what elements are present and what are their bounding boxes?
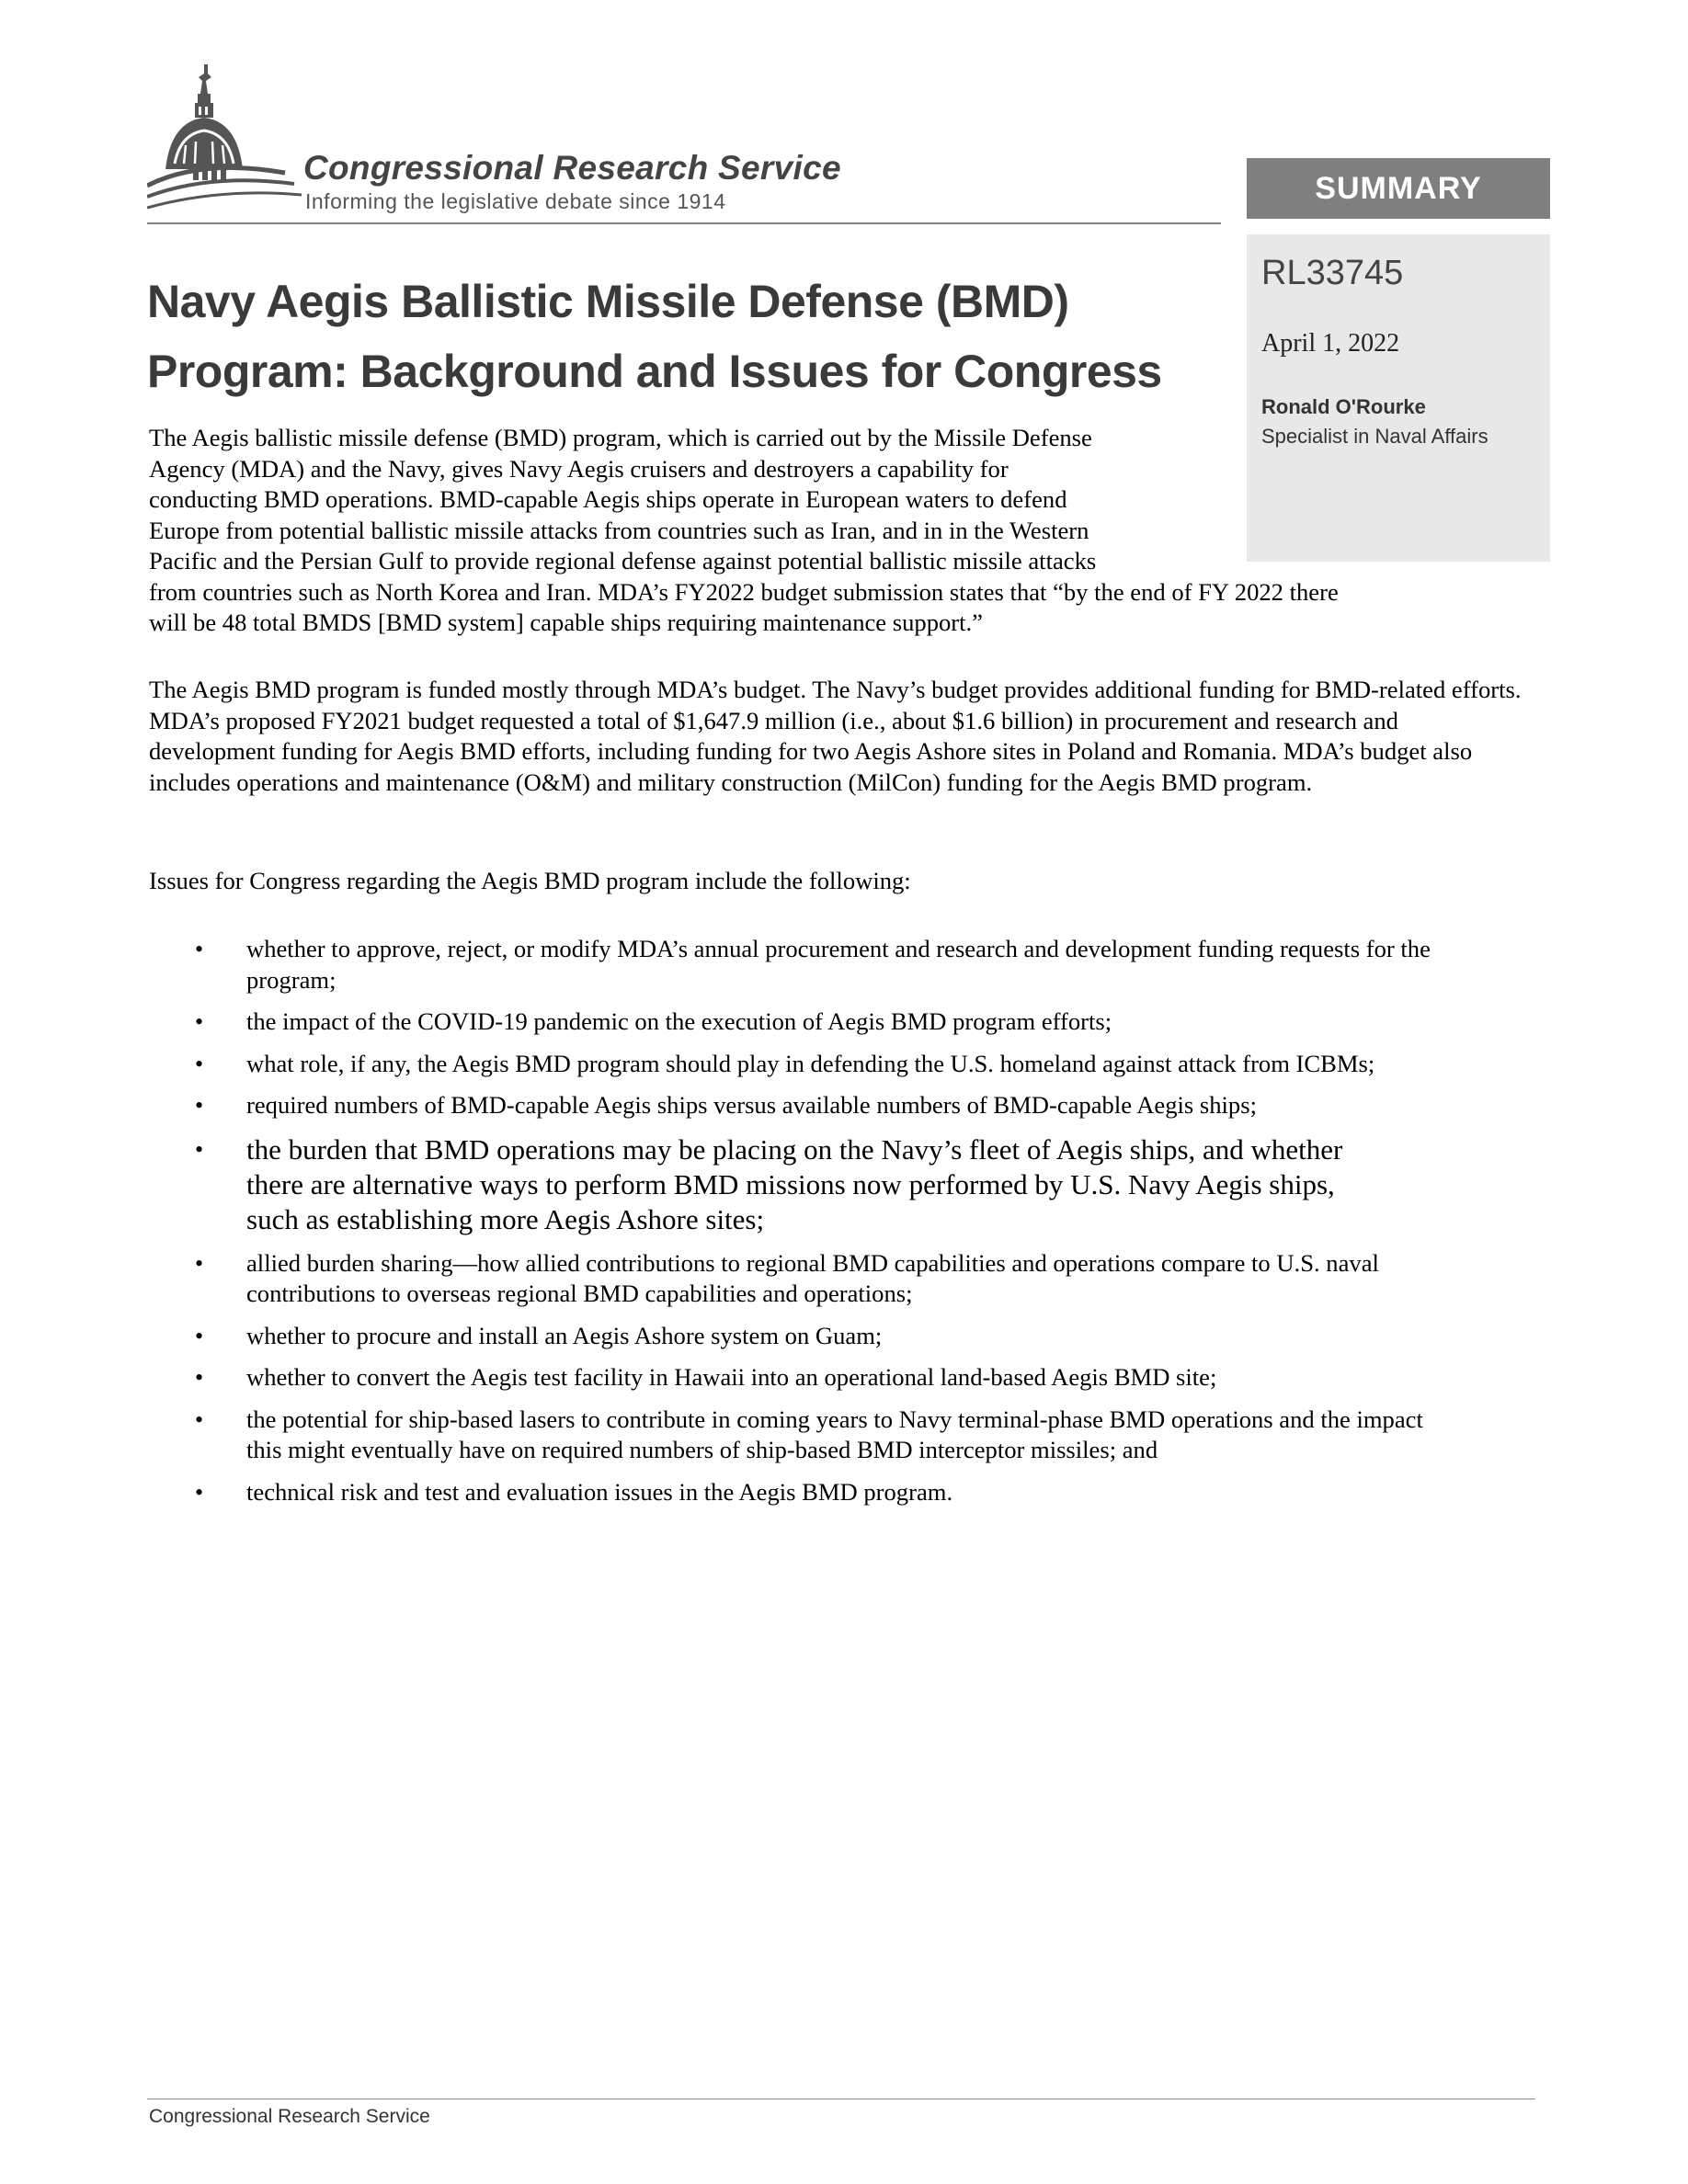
bullet-icon: • xyxy=(195,1249,204,1277)
report-date: April 1, 2022 xyxy=(1261,329,1400,358)
paragraph-line: conducting BMD operations. BMD-capable Aegis ships operate in European waters to defend xyxy=(149,485,1067,513)
author-name: Ronald O'Rourke xyxy=(1261,395,1426,418)
list-item: • the potential for ship-based lasers to contribute in coming years to Navy terminal-phase BMD operations and the impact this might eventually have on required numbers of ship-based BMD interceptor missiles; and xyxy=(195,1405,1423,1463)
paragraph-line: will be 48 total BMDS [BMD system] capable ships requiring maintenance support.” xyxy=(149,609,983,636)
crs-capitol-dome-logo xyxy=(147,57,303,218)
bullet-icon: • xyxy=(195,1405,204,1433)
bullet-icon: • xyxy=(195,1092,204,1119)
list-item: • technical risk and test and evaluation issues in the Aegis BMD program. xyxy=(147,1477,1434,1508)
org-tagline: Informing the legislative debate since 1914 xyxy=(305,189,726,213)
bullet-icon: • xyxy=(195,1135,204,1163)
paragraph-line: from countries such as North Korea and Iran. MDA’s FY2022 budget submission states that “by the end of FY 2022 there xyxy=(149,577,1339,606)
title-line-2: Program: Background and Issues for Congress xyxy=(147,346,1162,397)
bullet-icon: • xyxy=(195,1008,204,1035)
title-line-1: Navy Aegis Ballistic Missile Defense (BMD) xyxy=(147,276,1069,327)
document-title xyxy=(147,267,1232,406)
bullet-icon: • xyxy=(195,1050,204,1077)
bullet-icon: • xyxy=(195,1478,204,1506)
report-id: RL33745 xyxy=(1261,254,1404,292)
bullet-icon: • xyxy=(195,936,204,962)
header-divider xyxy=(147,222,1221,224)
list-item: • allied burden sharing—how allied contributions to regional BMD capabilities and operations compare to U.S. naval contributions to overseas regional BMD capabilities and operations; xyxy=(195,1248,1379,1307)
summary-paragraph-1 xyxy=(149,423,1528,639)
paragraph-line: Agency (MDA) and the Navy, gives Navy Aegis cruisers and destroyers a capability for xyxy=(149,454,1009,483)
issues-intro: Issues for Congress regarding the Aegis BMD program include the following: xyxy=(149,867,911,894)
org-name: Congressional Research Service xyxy=(303,149,841,187)
list-item: • whether to procure and install an Aegis Ashore system on Guam; xyxy=(147,1321,1434,1352)
list-item: • whether to convert the Aegis test facility in Hawaii into an operational land-based Aegis BMD site; xyxy=(147,1362,1434,1393)
summary-label: SUMMARY xyxy=(1247,158,1550,219)
list-item: • the burden that BMD operations may be placing on the Navy’s fleet of Aegis ships, and whether there are alternative ways to perform BMD missions now performed by U.S. Navy Aegis ships, such as establishing more Aegis Ashore sites; xyxy=(195,1132,1343,1235)
summary-paragraph-2: The Aegis BMD program is funded mostly through MDA’s budget. The Navy’s budget provides additional funding for BMD-related efforts. MDA’s proposed FY2021 budget requested a total of $1,647.9 million (i.e., about $1.6 billion) in procurement and research and development funding for Aegis BMD efforts, including funding for two Aegis Ashore sites in Poland and Romania. MDA’s budget also includes operations and maintenance (O&M) and military construction (MilCon) funding for the Aegis BMD program. xyxy=(149,676,1522,796)
list-item: • the impact of the COVID-19 pandemic on the execution of Aegis BMD program efforts; xyxy=(147,1007,1434,1038)
footer-text: Congressional Research Service xyxy=(149,2106,430,2127)
list-item: • whether to approve, reject, or modify MDA’s annual procurement and research and development funding requests for the program; xyxy=(195,935,1431,994)
paragraph-line: Europe from potential ballistic missile attacks from countries such as Iran, and in in the Western xyxy=(149,516,1089,544)
bullet-icon: • xyxy=(195,1364,204,1391)
paragraph-line: The Aegis ballistic missile defense (BMD) program, which is carried out by the Missile Defense xyxy=(149,424,1092,451)
paragraph-line: Pacific and the Persian Gulf to provide regional defense against potential ballistic missile attacks xyxy=(149,547,1097,574)
bullet-icon: • xyxy=(195,1322,204,1349)
list-item: • required numbers of BMD-capable Aegis ships versus available numbers of BMD-capable Aegis ships; xyxy=(147,1090,1434,1121)
list-item: • what role, if any, the Aegis BMD program should play in defending the U.S. homeland against attack from ICBMs; xyxy=(147,1049,1434,1080)
issues-list xyxy=(147,934,1434,1519)
author-title: Specialist in Naval Affairs xyxy=(1261,425,1488,448)
